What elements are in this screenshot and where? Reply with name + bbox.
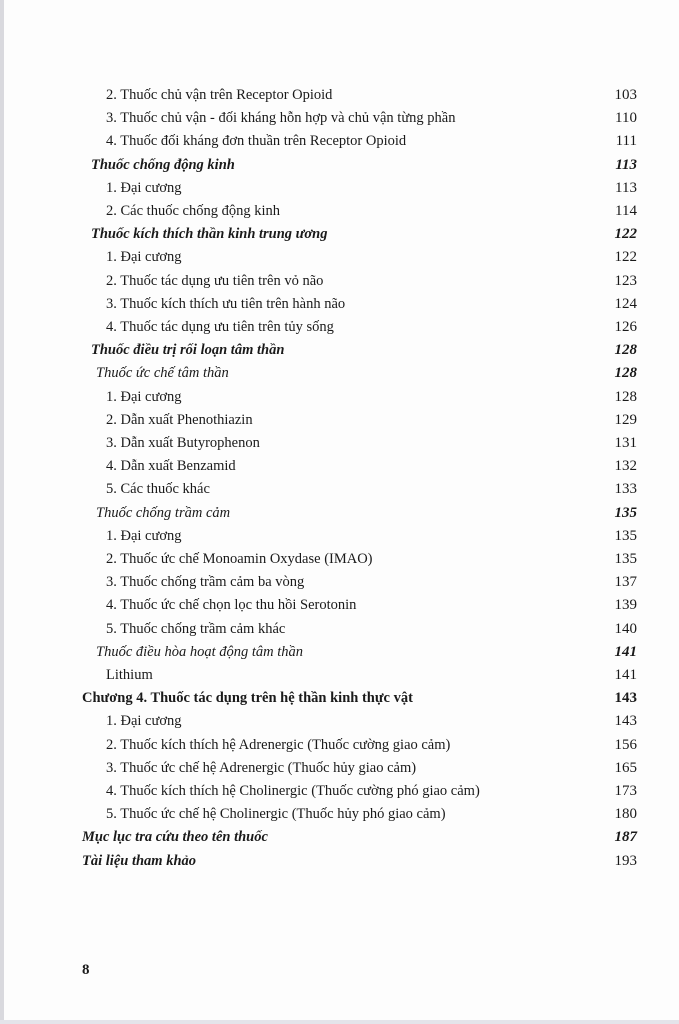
toc-entry [0, 548, 679, 571]
toc-entry [0, 687, 679, 710]
toc-entry [0, 84, 679, 107]
toc-entry-page: 141 [614, 667, 637, 683]
toc-entry-title: 3. Thuốc chống trầm cảm ba vòng [106, 574, 305, 591]
toc-entry [0, 803, 679, 826]
toc-entry [0, 826, 679, 849]
toc-entry-title: 4. Thuốc đối kháng đơn thuần trên Receptor Opioid [106, 133, 407, 150]
toc-entry-title: 3. Thuốc kích thích ưu tiên trên hành não [106, 295, 346, 312]
toc-entry [0, 246, 679, 269]
toc-entry-page: 122 [614, 249, 637, 266]
toc-entry-page: 123 [614, 272, 637, 289]
toc-entry-page: 103 [614, 87, 637, 103]
toc-entry-title: Tài liệu tham khảo [82, 852, 197, 869]
toc-entry-page: 173 [614, 783, 637, 799]
toc-entry-title: 4. Thuốc tác dụng ưu tiên trên tủy sống [106, 319, 334, 335]
toc-entry [0, 177, 679, 200]
toc-entry-page: 165 [614, 759, 637, 776]
toc-entry-page: 114 [615, 203, 637, 219]
toc-entry [0, 850, 679, 873]
toc-entry-title: 4. Thuốc ức chế chọn lọc thu hồi Serotonin [106, 597, 357, 614]
toc-entry [0, 316, 679, 339]
toc-entry-page: 140 [614, 620, 637, 637]
toc-entry [0, 525, 679, 548]
toc-entry-page: 133 [614, 481, 637, 498]
toc-entry-page: 135 [614, 527, 637, 544]
toc-entry-page: 156 [614, 736, 637, 753]
toc-entry [0, 478, 679, 501]
toc-entry-page: 143 [614, 690, 637, 707]
toc-entry-page: 143 [614, 713, 637, 730]
toc-entry [0, 200, 679, 223]
toc-entry [0, 130, 679, 153]
toc-entry-title: 2. Các thuốc chống động kinh [106, 203, 280, 219]
toc-entry [0, 664, 679, 687]
toc-entry-page: 124 [614, 295, 637, 312]
toc-entry-title: 3. Thuốc ức chế hệ Adrenergic (Thuốc hủy giao cảm) [106, 759, 417, 776]
toc-entry-page: 139 [614, 597, 637, 614]
toc-entry [0, 502, 679, 525]
toc-entry-page: 113 [615, 156, 637, 173]
page-number: 8 [82, 962, 90, 978]
toc-entry-title: 1. Đại cương [106, 527, 182, 544]
toc-entry [0, 362, 679, 385]
toc-entry-page: 113 [615, 179, 637, 196]
toc-entry-page: 122 [614, 226, 637, 243]
toc-entry-title: 2. Dẫn xuất Phenothiazin [106, 411, 253, 428]
toc-entry-page: 131 [614, 435, 637, 451]
toc-entry [0, 339, 679, 362]
toc-entry [0, 757, 679, 780]
toc-entry-page: 137 [614, 574, 637, 591]
toc-entry-title: 1. Đại cương [106, 249, 182, 266]
toc-entry-title: 5. Thuốc chống trầm cảm khác [106, 620, 286, 637]
toc-entry-page: 126 [614, 319, 637, 335]
toc-entry-title: 2. Thuốc chủ vận trên Receptor Opioid [106, 87, 333, 103]
toc-entry [0, 409, 679, 432]
toc-entry-title: 3. Thuốc chủ vận - đối kháng hỗn hợp và chủ vận từng phần [106, 110, 456, 127]
toc-entry [0, 154, 679, 177]
toc-entry-page: 180 [614, 806, 637, 823]
toc-entry-title: 5. Thuốc ức chế hệ Cholinergic (Thuốc hủy phó giao cảm) [106, 806, 446, 823]
toc-entry-title: 1. Đại cương [106, 179, 182, 196]
toc-entry [0, 107, 679, 130]
toc-entry-page: 128 [614, 342, 637, 359]
toc-entry [0, 571, 679, 594]
toc-entry-page: 135 [614, 551, 637, 567]
toc-entry-title: 3. Dẫn xuất Butyrophenon [106, 435, 260, 451]
toc-entry-page: 141 [614, 643, 637, 660]
toc-entry [0, 710, 679, 733]
toc-entry-page: 111 [615, 133, 637, 150]
toc-entry-page: 187 [614, 829, 637, 846]
toc-entry-title: 4. Dẫn xuất Benzamid [106, 458, 236, 475]
toc-entry-title: Mục lục tra cứu theo tên thuốc [82, 829, 268, 846]
toc-entry [0, 594, 679, 617]
toc-entry-title: 1. Đại cương [106, 388, 182, 405]
toc-entry [0, 386, 679, 409]
toc-entry [0, 734, 679, 757]
toc-entry [0, 223, 679, 246]
toc-entry-title: Thuốc điều trị rối loạn tâm thần [91, 342, 285, 359]
toc-entry-title: Thuốc kích thích thần kinh trung ương [91, 226, 328, 243]
toc-entry [0, 270, 679, 293]
toc-entry-title: 2. Thuốc kích thích hệ Adrenergic (Thuốc cường giao cảm) [106, 736, 451, 753]
toc-entry-title: Thuốc chống trầm cảm [96, 504, 231, 521]
toc-entry-title: Chương 4. Thuốc tác dụng trên hệ thần kinh thực vật [82, 690, 413, 707]
toc-entry-page: 129 [614, 411, 637, 428]
toc-entry [0, 293, 679, 316]
toc-entry-page: 193 [614, 852, 637, 869]
toc-entry [0, 780, 679, 803]
toc-entry [0, 455, 679, 478]
toc-entry-page: 135 [614, 504, 637, 521]
toc-entry-page: 110 [615, 110, 637, 127]
page-bottom-edge [0, 1020, 679, 1024]
toc-entry-title: Thuốc chống động kinh [91, 156, 235, 173]
toc-entry-title: 5. Các thuốc khác [106, 481, 210, 498]
toc-entry-title: 1. Đại cương [106, 713, 182, 730]
toc-entry-title: 2. Thuốc ức chế Monoamin Oxydase (IMAO) [106, 551, 373, 567]
toc-entry-title: 4. Thuốc kích thích hệ Cholinergic (Thuốc cường phó giao cảm) [106, 783, 480, 799]
toc-entry-title: Thuốc điều hòa hoạt động tâm thần [96, 643, 304, 660]
toc-entry-title: Thuốc ức chế tâm thần [96, 365, 229, 382]
toc-entry-page: 128 [614, 388, 637, 405]
toc-entry-page: 132 [614, 458, 637, 475]
toc-entry-title: 2. Thuốc tác dụng ưu tiên trên vỏ não [106, 272, 324, 289]
toc-entry-page: 128 [614, 365, 637, 382]
toc-entry-title: Lithium [106, 667, 153, 683]
toc-entry [0, 618, 679, 641]
toc-entry [0, 432, 679, 455]
toc-entry [0, 641, 679, 664]
